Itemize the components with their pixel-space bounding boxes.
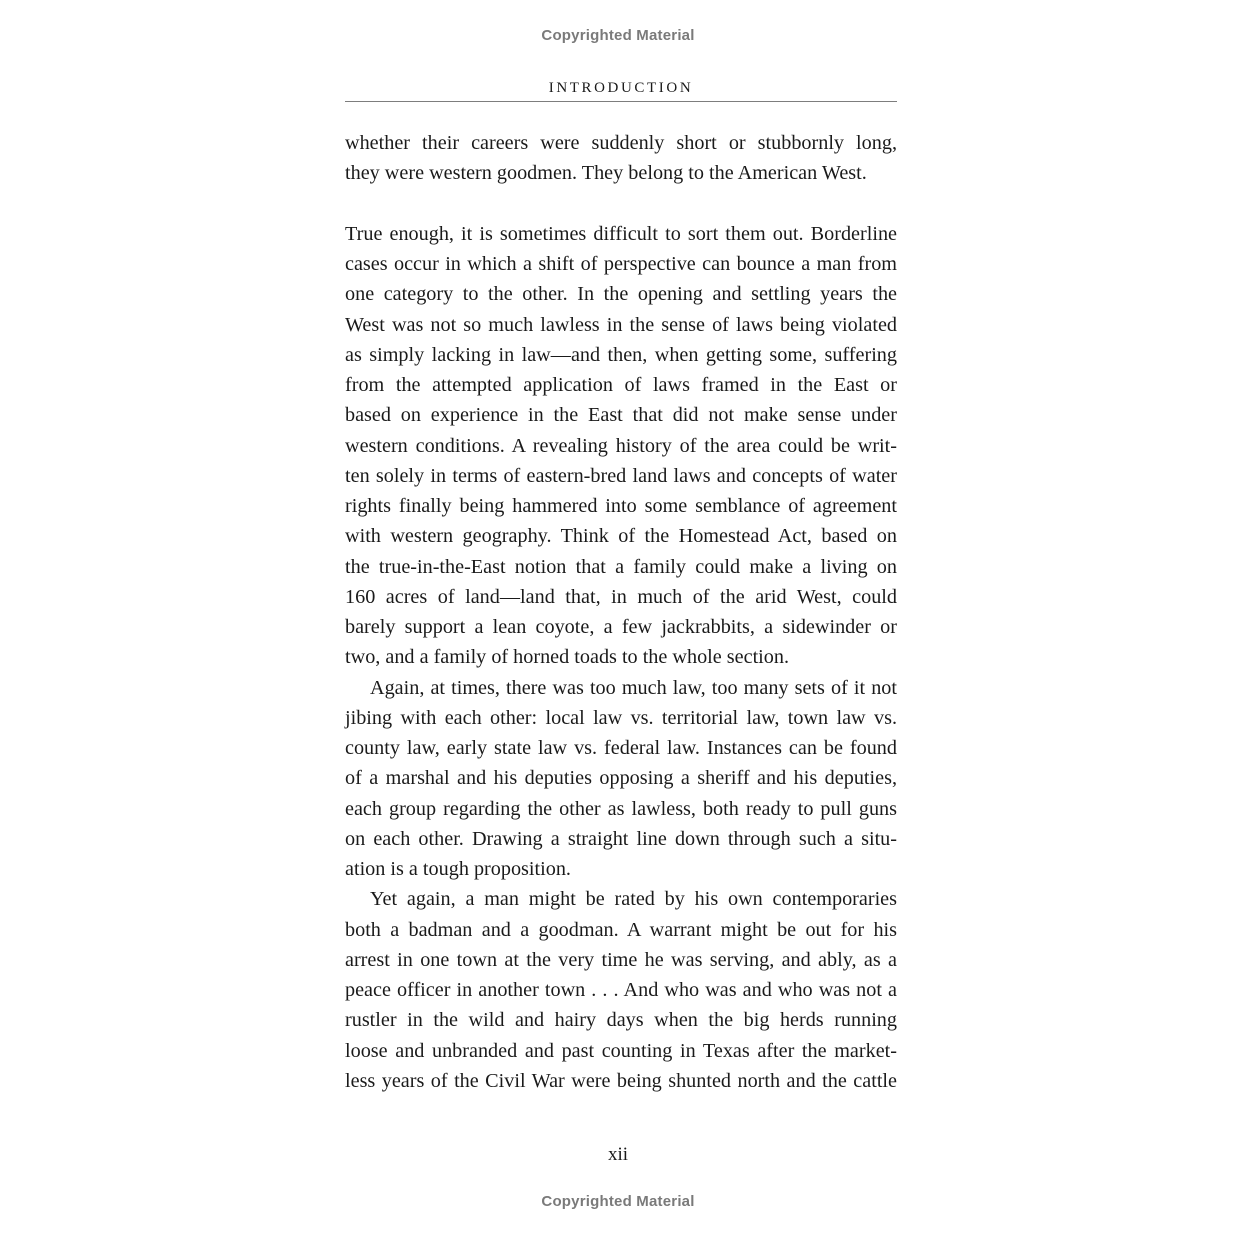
text-line: two, and a family of horned toads to the whole section.	[345, 646, 790, 669]
text-line: of a marshal and his deputies opposing a sheriff and his deputies,	[345, 767, 897, 790]
paragraph	[345, 884, 897, 1096]
body-text	[345, 128, 897, 1096]
page-number: xii	[607, 1144, 629, 1165]
text-line: barely support a lean coyote, a few jackrabbits, a sidewinder or	[345, 616, 897, 638]
text-line: each group regarding the other as lawless, both ready to pull guns	[345, 797, 897, 820]
text-line: rustler in the wild and hairy days when the big herds running	[345, 1009, 897, 1032]
text-line: 160 acres of land—land that, in much of the arid West, could	[345, 585, 897, 608]
text-line: both a badman and a goodman. A warrant might be out for his	[345, 918, 897, 941]
text-line: less years of the Civil War were being shunted north and the cattle	[345, 1069, 897, 1092]
text-line: county law, early state law vs. federal law. Instances can be found	[345, 737, 897, 759]
paragraph	[345, 673, 897, 885]
text-line: western conditions. A revealing history of the area could be writ-	[345, 434, 897, 457]
text-line: on each other. Drawing a straight line down through such a situ-	[345, 827, 897, 850]
text-line: rights finally being hammered into some semblance of agreement	[345, 495, 897, 517]
text-line: Yet again, a man might be rated by his own contemporaries	[370, 888, 897, 911]
text-line: based on experience in the East that did not make sense under	[345, 404, 897, 427]
text-line: ation is a tough proposition.	[345, 858, 571, 880]
paragraph	[345, 128, 897, 189]
text-line: arrest in one town at the very time he was serving, and ably, as a	[345, 948, 897, 971]
watermark-top: Copyrighted Material	[541, 27, 695, 44]
text-line: True enough, it is sometimes difficult to sort them out. Borderline	[345, 222, 897, 245]
watermark-bottom: Copyrighted Material	[541, 1193, 695, 1210]
text-line: the true-in-the-East notion that a family could make a living on	[345, 555, 897, 578]
text-line: ten solely in terms of eastern-bred land laws and concepts of water	[345, 464, 897, 487]
section-break	[345, 189, 897, 219]
paragraph	[345, 219, 897, 673]
text-line: Again, at times, there was too much law, too many sets of it not	[370, 676, 897, 699]
text-line: whether their careers were suddenly short or stubbornly long,	[345, 132, 897, 154]
text-line: with western geography. Think of the Homestead Act, based on	[345, 525, 897, 548]
text-line: jibing with each other: local law vs. territorial law, town law vs.	[345, 706, 897, 729]
header-rule	[345, 101, 897, 102]
text-line: West was not so much lawless in the sense of laws being violated	[345, 313, 897, 336]
text-line: loose and unbranded and past counting in Texas after the market-	[345, 1039, 897, 1062]
text-line: peace officer in another town . . . And who was and who was not a	[345, 979, 897, 1001]
text-line: cases occur in which a shift of perspective can bounce a man from	[345, 253, 897, 275]
text-line: as simply lacking in law—and then, when getting some, suffering	[345, 343, 897, 366]
text-line: they were western goodmen. They belong to the American West.	[345, 162, 867, 185]
text-line: one category to the other. In the opening and settling years the	[345, 283, 897, 306]
text-line: from the attempted application of laws framed in the East or	[345, 374, 897, 396]
running-head: INTRODUCTION	[548, 80, 694, 96]
